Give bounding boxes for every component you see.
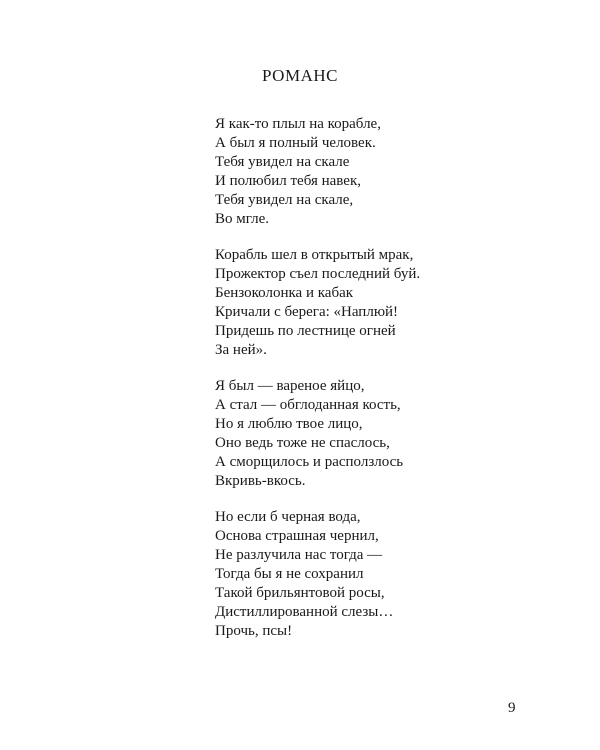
poem-line: Тогда бы я не сохранил [215,566,364,582]
poem-line: А был я полный человек. [215,135,376,151]
poem-line: А сморщилось и расползлось [215,454,404,470]
stanza-3 [215,377,555,491]
poem-title: РОМАНС [262,66,338,85]
stanza-4 [215,508,555,641]
poem-line: Корабль шел в открытый мрак, [215,247,414,263]
stanza-2 [215,246,555,360]
poem-line: Прожектор съел последний буй. [215,266,421,282]
poem-line: Вкривь-вкось. [215,473,306,489]
poem-line: Такой брильянтовой росы, [215,585,385,601]
poem-line: Но я люблю твое лицо, [215,416,363,432]
poem-line: Придешь по лестнице огней [215,323,396,339]
page-number: 9 [508,700,516,716]
poem-line: За ней». [215,342,267,358]
stanza-1 [215,115,555,229]
poem-line: Оно ведь тоже не спаслось, [215,435,390,451]
poem-line: Тебя увидел на скале, [215,192,354,208]
poem-line: Основа страшная чернил, [215,528,379,544]
poem-line: Во мгле. [215,211,270,227]
poem-body [215,115,555,658]
poem-line: Тебя увидел на скале [215,154,350,170]
poem-line: И полюбил тебя навек, [215,173,361,189]
poem-line: Но если б черная вода, [215,509,361,525]
poem-line: Дистиллированной слезы… [215,604,394,620]
poem-line: Я был — вареное яйцо, [215,378,365,394]
poem-line: Бензоколонка и кабак [215,285,354,301]
poem-line: Не разлучила нас тогда — [215,547,383,563]
poem-line: Я как-то плыл на корабле, [215,116,381,132]
poem-line: Кричали с берега: «Наплюй! [215,304,399,320]
poem-line: Прочь, псы! [215,623,293,639]
poem-line: А стал — обглоданная кость, [215,397,401,413]
